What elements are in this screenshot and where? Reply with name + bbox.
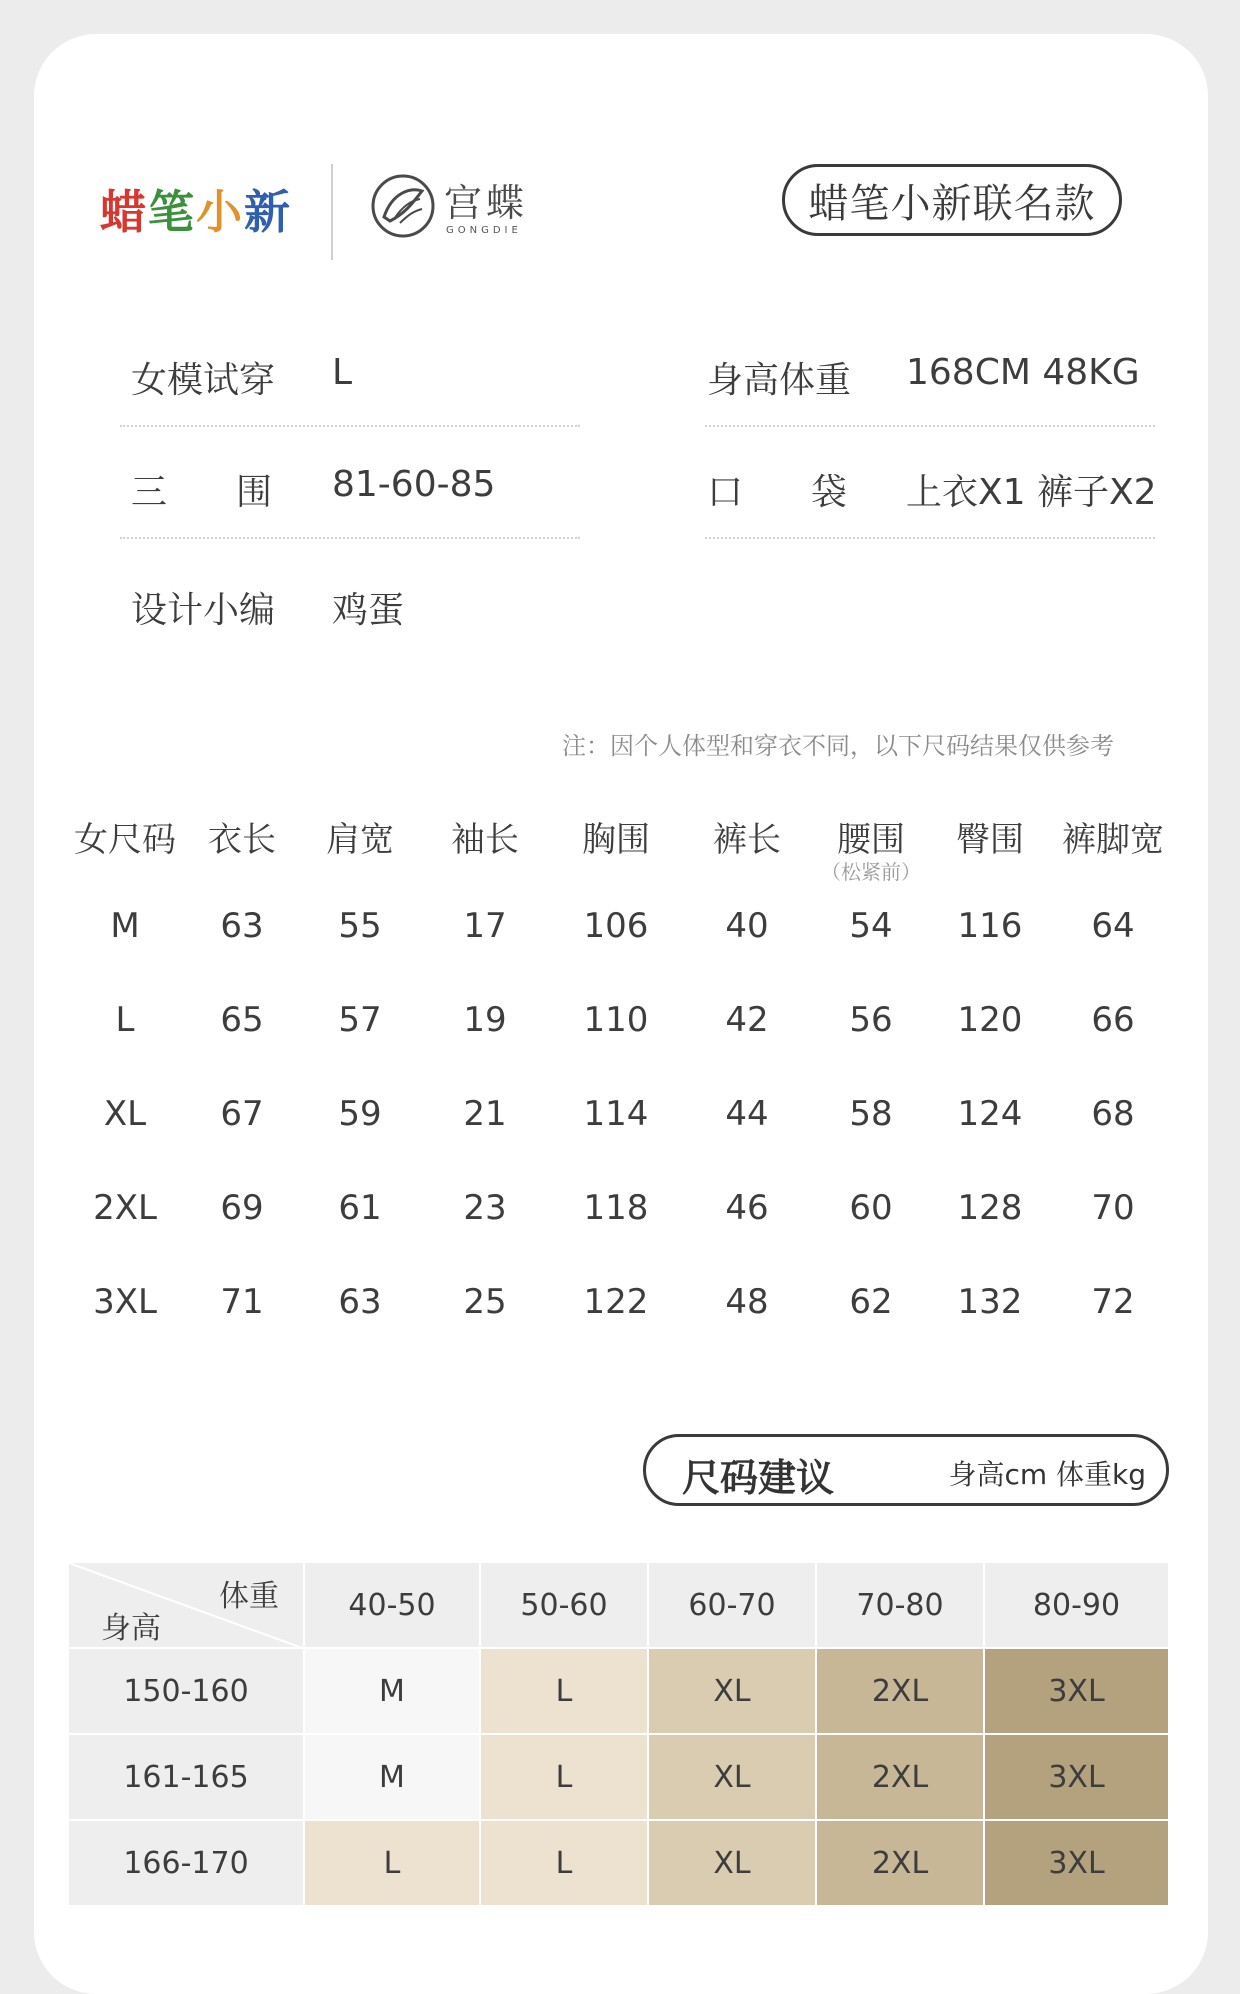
size-table-header: 女尺码 bbox=[74, 820, 176, 860]
butterfly-logo-icon bbox=[370, 173, 436, 239]
size-table-cell: 106 bbox=[583, 906, 649, 946]
size-table-cell: 54 bbox=[849, 906, 893, 946]
recommendation-title: 尺码建议 bbox=[682, 1456, 835, 1500]
brand-divider bbox=[331, 164, 333, 260]
brand-name-gongdie-en: GONGDIE bbox=[446, 225, 522, 236]
weight-header: 50-60 bbox=[481, 1563, 649, 1649]
brand-name-gongdie: 宫蝶 bbox=[444, 181, 529, 225]
size-table-cell: 46 bbox=[725, 1188, 769, 1228]
size-recommendation-badge bbox=[643, 1434, 1169, 1506]
designer-label: 设计小编 bbox=[131, 590, 276, 631]
size-table-cell: 114 bbox=[583, 1094, 649, 1134]
size-table-cell: 69 bbox=[220, 1188, 264, 1228]
weight-header: 70-80 bbox=[817, 1563, 985, 1649]
size-table-cell: 44 bbox=[725, 1094, 769, 1134]
pocket-label-2: 袋 bbox=[811, 472, 848, 513]
size-table-cell: 68 bbox=[1091, 1094, 1135, 1134]
size-table-cell: 116 bbox=[957, 906, 1023, 946]
recommended-size-cell: L bbox=[481, 1821, 649, 1907]
size-table-cell: 122 bbox=[583, 1282, 649, 1322]
recommended-size-cell: 2XL bbox=[817, 1735, 985, 1821]
recommended-size-cell: L bbox=[481, 1735, 649, 1821]
measure-label-2: 围 bbox=[236, 472, 273, 513]
corner-height-label: 身高 bbox=[101, 1611, 161, 1646]
recommended-size-cell: 2XL bbox=[817, 1649, 985, 1735]
size-table-cell: 70 bbox=[1091, 1188, 1135, 1228]
size-table-size: M bbox=[110, 906, 140, 946]
size-table-cell: 61 bbox=[338, 1188, 382, 1228]
recommended-size-cell: 2XL bbox=[817, 1821, 985, 1907]
size-table-cell: 63 bbox=[220, 906, 264, 946]
recommended-size-cell: M bbox=[305, 1735, 481, 1821]
size-table-header: 裤脚宽 bbox=[1062, 820, 1164, 860]
pocket-value: 上衣X1 裤子X2 bbox=[906, 472, 1157, 513]
size-table-cell: 48 bbox=[725, 1282, 769, 1322]
brand-logo-crayon-shinchan: 蜡笔小新 bbox=[100, 185, 292, 239]
size-table-cell: 57 bbox=[338, 1000, 382, 1040]
size-table-cell: 17 bbox=[463, 906, 507, 946]
height-weight-label: 身高体重 bbox=[707, 360, 852, 401]
recommended-size-cell: L bbox=[305, 1821, 481, 1907]
size-table-cell: 58 bbox=[849, 1094, 893, 1134]
size-table-cell: 64 bbox=[1091, 906, 1135, 946]
height-header: 161-165 bbox=[69, 1735, 305, 1821]
divider bbox=[705, 537, 1155, 539]
waist-note: （松紧前） bbox=[821, 860, 921, 884]
trial-label: 女模试穿 bbox=[131, 360, 276, 401]
pocket-label-1: 口 bbox=[707, 472, 744, 513]
size-table-cell: 42 bbox=[725, 1000, 769, 1040]
size-table-cell: 19 bbox=[463, 1000, 507, 1040]
size-table-cell: 55 bbox=[338, 906, 382, 946]
recommendation-unit: 身高cm 体重kg bbox=[948, 1458, 1146, 1491]
size-table-cell: 71 bbox=[220, 1282, 264, 1322]
weight-header: 60-70 bbox=[649, 1563, 817, 1649]
size-table-cell: 72 bbox=[1091, 1282, 1135, 1322]
size-table-cell: 67 bbox=[220, 1094, 264, 1134]
height-header: 150-160 bbox=[69, 1649, 305, 1735]
height-weight-value: 168CM 48KG bbox=[906, 352, 1140, 393]
size-table-header: 腰围 bbox=[837, 820, 905, 860]
weight-header: 40-50 bbox=[305, 1563, 481, 1649]
size-table-cell: 65 bbox=[220, 1000, 264, 1040]
size-table-size: 3XL bbox=[93, 1282, 157, 1322]
size-table-cell: 25 bbox=[463, 1282, 507, 1322]
size-table-header: 肩宽 bbox=[326, 820, 394, 860]
divider bbox=[120, 425, 580, 427]
size-table-cell: 63 bbox=[338, 1282, 382, 1322]
size-table-size: XL bbox=[103, 1094, 147, 1134]
size-table-cell: 60 bbox=[849, 1188, 893, 1228]
size-table-size: L bbox=[115, 1000, 135, 1040]
recommended-size-cell: 3XL bbox=[985, 1735, 1170, 1821]
size-table-header: 袖长 bbox=[451, 820, 519, 860]
size-note: 注：因个人体型和穿衣不同，以下尺码结果仅供参考 bbox=[562, 732, 1114, 760]
size-table-header: 胸围 bbox=[582, 820, 650, 860]
size-table-cell: 62 bbox=[849, 1282, 893, 1322]
size-table-cell: 124 bbox=[957, 1094, 1023, 1134]
divider bbox=[120, 537, 580, 539]
recommended-size-cell: XL bbox=[649, 1649, 817, 1735]
measure-value: 81-60-85 bbox=[332, 464, 496, 505]
size-table-cell: 66 bbox=[1091, 1000, 1135, 1040]
size-table-cell: 56 bbox=[849, 1000, 893, 1040]
size-table-cell: 59 bbox=[338, 1094, 382, 1134]
size-table-header: 臀围 bbox=[956, 820, 1024, 860]
size-table-cell: 40 bbox=[725, 906, 769, 946]
size-table-header: 裤长 bbox=[713, 820, 781, 860]
weight-header: 80-90 bbox=[985, 1563, 1170, 1649]
size-table-cell: 128 bbox=[957, 1188, 1023, 1228]
size-table-cell: 132 bbox=[957, 1282, 1023, 1322]
height-header: 166-170 bbox=[69, 1821, 305, 1907]
size-table-cell: 120 bbox=[957, 1000, 1023, 1040]
size-table-header: 衣长 bbox=[208, 820, 276, 860]
designer-value: 鸡蛋 bbox=[332, 590, 405, 631]
recommended-size-cell: M bbox=[305, 1649, 481, 1735]
size-table-cell: 23 bbox=[463, 1188, 507, 1228]
recommended-size-cell: 3XL bbox=[985, 1649, 1170, 1735]
recommended-size-cell: XL bbox=[649, 1735, 817, 1821]
grid-corner bbox=[69, 1563, 305, 1649]
recommended-size-cell: XL bbox=[649, 1821, 817, 1907]
recommended-size-cell: 3XL bbox=[985, 1821, 1170, 1907]
measure-label-1: 三 bbox=[131, 472, 168, 513]
trial-value: L bbox=[332, 352, 353, 393]
collab-badge: 蜡笔小新联名款 bbox=[782, 164, 1122, 236]
recommended-size-cell: L bbox=[481, 1649, 649, 1735]
corner-weight-label: 体重 bbox=[219, 1579, 279, 1614]
size-table-cell: 118 bbox=[583, 1188, 649, 1228]
size-table-cell: 21 bbox=[463, 1094, 507, 1134]
size-table-size: 2XL bbox=[93, 1188, 157, 1228]
size-table-cell: 110 bbox=[583, 1000, 649, 1040]
divider bbox=[705, 425, 1155, 427]
